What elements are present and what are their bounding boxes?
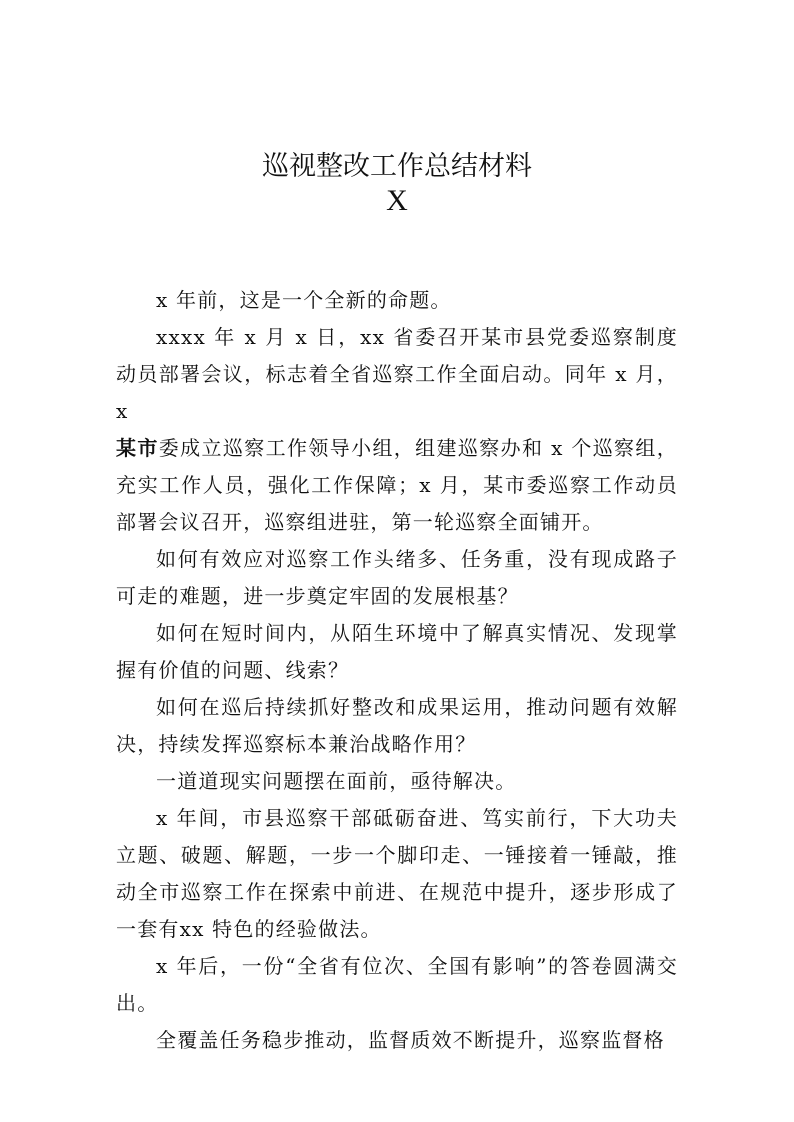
paragraph: x 年间，市县巡察干部砥砺奋进、笃实前行，下大功夫立题、破题、解题，一步一个脚印走、一锤接着一锤敲，推动全市巡察工作在探索中前进、在规范中提升，逐步形成了一套有xx 特色的经验做法。 bbox=[116, 806, 678, 941]
document-body bbox=[116, 282, 678, 1059]
paragraph: 一道道现实问题摆在面前，亟待解决。 bbox=[156, 769, 517, 793]
bold-lead-text: 某市 bbox=[116, 436, 159, 460]
paragraph-text: xxxx 年 x 月 x 日，xx 省委召开某市县党委巡察制度动员部署会议，标志着全省巡察工作全面启动。同年 x 月， x bbox=[116, 325, 678, 423]
document-title: 巡视整改工作总结材料 bbox=[262, 151, 532, 182]
paragraph: x 年后，一份“全省有位次、全国有影响”的答卷圆满交出。 bbox=[116, 954, 678, 1015]
paragraph-text: 委成立巡察工作领导小组，组建巡察办和 x 个巡察组，充实工作人员，强化工作保障；x 月，某市委巡察工作动员部署会议召开，巡察组进驻，第一轮巡察全面铺开。 bbox=[116, 436, 678, 534]
paragraph: 如何在巡后持续抓好整改和成果运用，推动问题有效解决，持续发挥巡察标本兼治战略作用？ bbox=[116, 695, 678, 756]
document-title-suffix: X bbox=[386, 184, 408, 217]
paragraph: x 年前，这是一个全新的命题。 bbox=[156, 288, 452, 312]
paragraph: 如何在短时间内，从陌生环境中了解真实情况、发现掌握有价值的问题、线索？ bbox=[116, 621, 678, 682]
paragraph: 如何有效应对巡察工作头绪多、任务重，没有现成路子可走的难题，进一步奠定牢固的发展根基？ bbox=[116, 547, 678, 608]
paragraph: 全覆盖任务稳步推动，监督质效不断提升，巡察监督格 bbox=[156, 1028, 665, 1052]
paragraph bbox=[116, 319, 678, 541]
